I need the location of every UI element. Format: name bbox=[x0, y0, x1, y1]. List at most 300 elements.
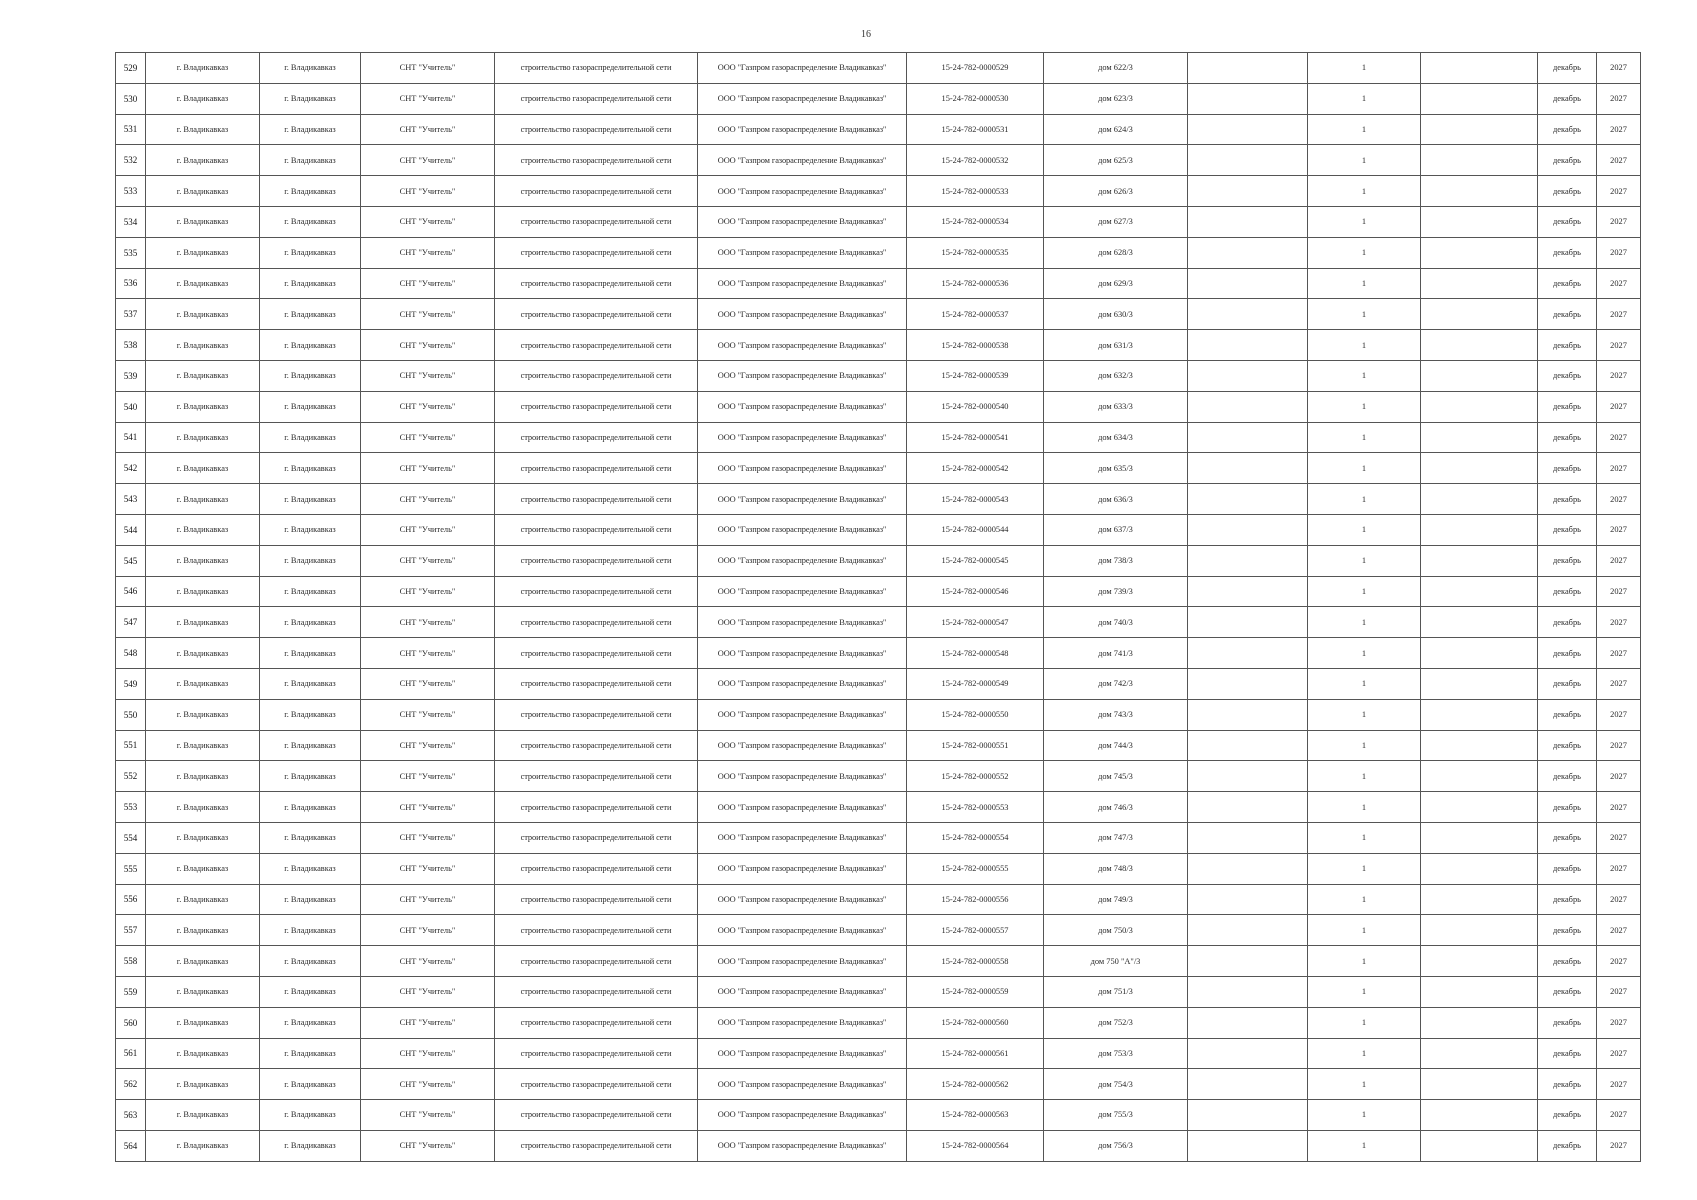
address-cell: дом 740/3 bbox=[1044, 607, 1188, 638]
work-type-cell: строительство газораспределительной сети bbox=[495, 545, 698, 576]
snt-cell: СНТ "Учитель" bbox=[361, 176, 495, 207]
work-type-cell: строительство газораспределительной сети bbox=[495, 1130, 698, 1161]
address-cell: дом 623/3 bbox=[1044, 83, 1188, 114]
address-cell: дом 755/3 bbox=[1044, 1100, 1188, 1131]
month-cell: декабрь bbox=[1538, 422, 1597, 453]
empty-cell bbox=[1188, 1038, 1308, 1069]
empty-cell bbox=[1188, 176, 1308, 207]
snt-cell: СНТ "Учитель" bbox=[361, 792, 495, 823]
snt-cell: СНТ "Учитель" bbox=[361, 853, 495, 884]
quantity-cell: 1 bbox=[1308, 268, 1421, 299]
empty-cell bbox=[1421, 545, 1538, 576]
code-cell: 15-24-782-0000545 bbox=[907, 545, 1044, 576]
quantity-cell: 1 bbox=[1308, 53, 1421, 84]
work-type-cell: строительство газораспределительной сети bbox=[495, 484, 698, 515]
row-number: 549 bbox=[116, 668, 146, 699]
organization-cell: ООО "Газпром газораспределение Владикавказ" bbox=[698, 391, 907, 422]
quantity-cell: 1 bbox=[1308, 422, 1421, 453]
district-cell: г. Владикавказ bbox=[146, 884, 260, 915]
district-cell: г. Владикавказ bbox=[146, 453, 260, 484]
year-cell: 2027 bbox=[1597, 884, 1641, 915]
row-number: 534 bbox=[116, 206, 146, 237]
organization-cell: ООО "Газпром газораспределение Владикавказ" bbox=[698, 668, 907, 699]
snt-cell: СНТ "Учитель" bbox=[361, 730, 495, 761]
year-cell: 2027 bbox=[1597, 607, 1641, 638]
register-rows bbox=[116, 53, 1641, 1162]
empty-cell bbox=[1421, 946, 1538, 977]
address-cell: дом 629/3 bbox=[1044, 268, 1188, 299]
address-cell: дом 751/3 bbox=[1044, 976, 1188, 1007]
row-number: 540 bbox=[116, 391, 146, 422]
locality-cell: г. Владикавказ bbox=[260, 946, 361, 977]
table-row bbox=[116, 638, 1641, 669]
organization-cell: ООО "Газпром газораспределение Владикавказ" bbox=[698, 1130, 907, 1161]
empty-cell bbox=[1188, 946, 1308, 977]
row-number: 546 bbox=[116, 576, 146, 607]
work-type-cell: строительство газораспределительной сети bbox=[495, 268, 698, 299]
locality-cell: г. Владикавказ bbox=[260, 237, 361, 268]
month-cell: декабрь bbox=[1538, 668, 1597, 699]
row-number: 553 bbox=[116, 792, 146, 823]
organization-cell: ООО "Газпром газораспределение Владикавказ" bbox=[698, 484, 907, 515]
table-row bbox=[116, 1130, 1641, 1161]
empty-cell bbox=[1421, 730, 1538, 761]
organization-cell: ООО "Газпром газораспределение Владикавказ" bbox=[698, 237, 907, 268]
snt-cell: СНТ "Учитель" bbox=[361, 1130, 495, 1161]
district-cell: г. Владикавказ bbox=[146, 822, 260, 853]
organization-cell: ООО "Газпром газораспределение Владикавказ" bbox=[698, 792, 907, 823]
address-cell: дом 738/3 bbox=[1044, 545, 1188, 576]
month-cell: декабрь bbox=[1538, 330, 1597, 361]
work-type-cell: строительство газораспределительной сети bbox=[495, 391, 698, 422]
month-cell: декабрь bbox=[1538, 514, 1597, 545]
empty-cell bbox=[1188, 1130, 1308, 1161]
empty-cell bbox=[1188, 83, 1308, 114]
empty-cell bbox=[1188, 206, 1308, 237]
address-cell: дом 625/3 bbox=[1044, 145, 1188, 176]
code-cell: 15-24-782-0000543 bbox=[907, 484, 1044, 515]
locality-cell: г. Владикавказ bbox=[260, 83, 361, 114]
year-cell: 2027 bbox=[1597, 330, 1641, 361]
snt-cell: СНТ "Учитель" bbox=[361, 1007, 495, 1038]
table-row bbox=[116, 822, 1641, 853]
empty-cell bbox=[1421, 576, 1538, 607]
year-cell: 2027 bbox=[1597, 1069, 1641, 1100]
row-number: 533 bbox=[116, 176, 146, 207]
empty-cell bbox=[1188, 853, 1308, 884]
code-cell: 15-24-782-0000535 bbox=[907, 237, 1044, 268]
empty-cell bbox=[1188, 514, 1308, 545]
snt-cell: СНТ "Учитель" bbox=[361, 114, 495, 145]
year-cell: 2027 bbox=[1597, 422, 1641, 453]
year-cell: 2027 bbox=[1597, 545, 1641, 576]
table-row bbox=[116, 206, 1641, 237]
row-number: 544 bbox=[116, 514, 146, 545]
locality-cell: г. Владикавказ bbox=[260, 668, 361, 699]
row-number: 539 bbox=[116, 360, 146, 391]
table-row bbox=[116, 53, 1641, 84]
year-cell: 2027 bbox=[1597, 1130, 1641, 1161]
year-cell: 2027 bbox=[1597, 514, 1641, 545]
organization-cell: ООО "Газпром газораспределение Владикавказ" bbox=[698, 206, 907, 237]
district-cell: г. Владикавказ bbox=[146, 514, 260, 545]
month-cell: декабрь bbox=[1538, 299, 1597, 330]
month-cell: декабрь bbox=[1538, 545, 1597, 576]
empty-cell bbox=[1421, 391, 1538, 422]
address-cell: дом 636/3 bbox=[1044, 484, 1188, 515]
snt-cell: СНТ "Учитель" bbox=[361, 268, 495, 299]
year-cell: 2027 bbox=[1597, 668, 1641, 699]
work-type-cell: строительство газораспределительной сети bbox=[495, 1100, 698, 1131]
locality-cell: г. Владикавказ bbox=[260, 884, 361, 915]
code-cell: 15-24-782-0000558 bbox=[907, 946, 1044, 977]
organization-cell: ООО "Газпром газораспределение Владикавказ" bbox=[698, 360, 907, 391]
year-cell: 2027 bbox=[1597, 53, 1641, 84]
empty-cell bbox=[1421, 1069, 1538, 1100]
row-number: 532 bbox=[116, 145, 146, 176]
table-row bbox=[116, 607, 1641, 638]
work-type-cell: строительство газораспределительной сети bbox=[495, 576, 698, 607]
empty-cell bbox=[1421, 607, 1538, 638]
month-cell: декабрь bbox=[1538, 884, 1597, 915]
quantity-cell: 1 bbox=[1308, 761, 1421, 792]
snt-cell: СНТ "Учитель" bbox=[361, 299, 495, 330]
work-type-cell: строительство газораспределительной сети bbox=[495, 607, 698, 638]
row-number: 531 bbox=[116, 114, 146, 145]
empty-cell bbox=[1188, 268, 1308, 299]
year-cell: 2027 bbox=[1597, 1100, 1641, 1131]
table-row bbox=[116, 114, 1641, 145]
work-type-cell: строительство газораспределительной сети bbox=[495, 761, 698, 792]
table-row bbox=[116, 268, 1641, 299]
year-cell: 2027 bbox=[1597, 391, 1641, 422]
empty-cell bbox=[1421, 638, 1538, 669]
organization-cell: ООО "Газпром газораспределение Владикавказ" bbox=[698, 607, 907, 638]
row-number: 552 bbox=[116, 761, 146, 792]
year-cell: 2027 bbox=[1597, 1038, 1641, 1069]
month-cell: декабрь bbox=[1538, 1038, 1597, 1069]
quantity-cell: 1 bbox=[1308, 1007, 1421, 1038]
year-cell: 2027 bbox=[1597, 145, 1641, 176]
locality-cell: г. Владикавказ bbox=[260, 638, 361, 669]
work-type-cell: строительство газораспределительной сети bbox=[495, 730, 698, 761]
quantity-cell: 1 bbox=[1308, 1100, 1421, 1131]
empty-cell bbox=[1421, 1007, 1538, 1038]
year-cell: 2027 bbox=[1597, 976, 1641, 1007]
code-cell: 15-24-782-0000546 bbox=[907, 576, 1044, 607]
empty-cell bbox=[1421, 299, 1538, 330]
snt-cell: СНТ "Учитель" bbox=[361, 453, 495, 484]
row-number: 554 bbox=[116, 822, 146, 853]
table-row bbox=[116, 83, 1641, 114]
table-row bbox=[116, 360, 1641, 391]
snt-cell: СНТ "Учитель" bbox=[361, 484, 495, 515]
organization-cell: ООО "Газпром газораспределение Владикавказ" bbox=[698, 514, 907, 545]
table-row bbox=[116, 391, 1641, 422]
organization-cell: ООО "Газпром газораспределение Владикавказ" bbox=[698, 299, 907, 330]
snt-cell: СНТ "Учитель" bbox=[361, 1038, 495, 1069]
district-cell: г. Владикавказ bbox=[146, 915, 260, 946]
month-cell: декабрь bbox=[1538, 53, 1597, 84]
month-cell: декабрь bbox=[1538, 1130, 1597, 1161]
code-cell: 15-24-782-0000560 bbox=[907, 1007, 1044, 1038]
code-cell: 15-24-782-0000547 bbox=[907, 607, 1044, 638]
district-cell: г. Владикавказ bbox=[146, 545, 260, 576]
district-cell: г. Владикавказ bbox=[146, 576, 260, 607]
locality-cell: г. Владикавказ bbox=[260, 730, 361, 761]
month-cell: декабрь bbox=[1538, 453, 1597, 484]
month-cell: декабрь bbox=[1538, 360, 1597, 391]
district-cell: г. Владикавказ bbox=[146, 268, 260, 299]
empty-cell bbox=[1421, 206, 1538, 237]
code-cell: 15-24-782-0000541 bbox=[907, 422, 1044, 453]
table-row bbox=[116, 699, 1641, 730]
quantity-cell: 1 bbox=[1308, 206, 1421, 237]
empty-cell bbox=[1421, 699, 1538, 730]
year-cell: 2027 bbox=[1597, 484, 1641, 515]
quantity-cell: 1 bbox=[1308, 576, 1421, 607]
empty-cell bbox=[1421, 761, 1538, 792]
month-cell: декабрь bbox=[1538, 484, 1597, 515]
code-cell: 15-24-782-0000549 bbox=[907, 668, 1044, 699]
quantity-cell: 1 bbox=[1308, 638, 1421, 669]
locality-cell: г. Владикавказ bbox=[260, 1007, 361, 1038]
row-number: 536 bbox=[116, 268, 146, 299]
organization-cell: ООО "Газпром газораспределение Владикавказ" bbox=[698, 761, 907, 792]
empty-cell bbox=[1188, 1100, 1308, 1131]
snt-cell: СНТ "Учитель" bbox=[361, 915, 495, 946]
snt-cell: СНТ "Учитель" bbox=[361, 1100, 495, 1131]
empty-cell bbox=[1421, 1038, 1538, 1069]
locality-cell: г. Владикавказ bbox=[260, 822, 361, 853]
empty-cell bbox=[1188, 422, 1308, 453]
locality-cell: г. Владикавказ bbox=[260, 114, 361, 145]
table-row bbox=[116, 853, 1641, 884]
code-cell: 15-24-782-0000539 bbox=[907, 360, 1044, 391]
empty-cell bbox=[1188, 1007, 1308, 1038]
locality-cell: г. Владикавказ bbox=[260, 268, 361, 299]
district-cell: г. Владикавказ bbox=[146, 391, 260, 422]
work-type-cell: строительство газораспределительной сети bbox=[495, 792, 698, 823]
table-row bbox=[116, 176, 1641, 207]
district-cell: г. Владикавказ bbox=[146, 730, 260, 761]
district-cell: г. Владикавказ bbox=[146, 699, 260, 730]
year-cell: 2027 bbox=[1597, 699, 1641, 730]
table-row bbox=[116, 946, 1641, 977]
snt-cell: СНТ "Учитель" bbox=[361, 360, 495, 391]
year-cell: 2027 bbox=[1597, 453, 1641, 484]
row-number: 543 bbox=[116, 484, 146, 515]
address-cell: дом 754/3 bbox=[1044, 1069, 1188, 1100]
address-cell: дом 746/3 bbox=[1044, 792, 1188, 823]
district-cell: г. Владикавказ bbox=[146, 1007, 260, 1038]
address-cell: дом 744/3 bbox=[1044, 730, 1188, 761]
organization-cell: ООО "Газпром газораспределение Владикавказ" bbox=[698, 145, 907, 176]
row-number: 537 bbox=[116, 299, 146, 330]
code-cell: 15-24-782-0000540 bbox=[907, 391, 1044, 422]
month-cell: декабрь bbox=[1538, 946, 1597, 977]
empty-cell bbox=[1188, 699, 1308, 730]
locality-cell: г. Владикавказ bbox=[260, 422, 361, 453]
snt-cell: СНТ "Учитель" bbox=[361, 946, 495, 977]
table-row bbox=[116, 330, 1641, 361]
empty-cell bbox=[1188, 576, 1308, 607]
locality-cell: г. Владикавказ bbox=[260, 792, 361, 823]
organization-cell: ООО "Газпром газораспределение Владикавказ" bbox=[698, 330, 907, 361]
snt-cell: СНТ "Учитель" bbox=[361, 1069, 495, 1100]
row-number: 529 bbox=[116, 53, 146, 84]
code-cell: 15-24-782-0000544 bbox=[907, 514, 1044, 545]
row-number: 559 bbox=[116, 976, 146, 1007]
organization-cell: ООО "Газпром газораспределение Владикавказ" bbox=[698, 422, 907, 453]
empty-cell bbox=[1188, 299, 1308, 330]
year-cell: 2027 bbox=[1597, 268, 1641, 299]
quantity-cell: 1 bbox=[1308, 915, 1421, 946]
address-cell: дом 752/3 bbox=[1044, 1007, 1188, 1038]
quantity-cell: 1 bbox=[1308, 545, 1421, 576]
locality-cell: г. Владикавказ bbox=[260, 915, 361, 946]
organization-cell: ООО "Газпром газораспределение Владикавказ" bbox=[698, 915, 907, 946]
code-cell: 15-24-782-0000553 bbox=[907, 792, 1044, 823]
empty-cell bbox=[1188, 391, 1308, 422]
quantity-cell: 1 bbox=[1308, 853, 1421, 884]
empty-cell bbox=[1188, 484, 1308, 515]
empty-cell bbox=[1421, 884, 1538, 915]
snt-cell: СНТ "Учитель" bbox=[361, 330, 495, 361]
year-cell: 2027 bbox=[1597, 822, 1641, 853]
district-cell: г. Владикавказ bbox=[146, 53, 260, 84]
table-row bbox=[116, 730, 1641, 761]
empty-cell bbox=[1188, 237, 1308, 268]
table-row bbox=[116, 484, 1641, 515]
work-type-cell: строительство газораспределительной сети bbox=[495, 1007, 698, 1038]
month-cell: декабрь bbox=[1538, 1007, 1597, 1038]
snt-cell: СНТ "Учитель" bbox=[361, 976, 495, 1007]
address-cell: дом 624/3 bbox=[1044, 114, 1188, 145]
work-type-cell: строительство газораспределительной сети bbox=[495, 114, 698, 145]
locality-cell: г. Владикавказ bbox=[260, 1038, 361, 1069]
table-row bbox=[116, 514, 1641, 545]
organization-cell: ООО "Газпром газораспределение Владикавказ" bbox=[698, 853, 907, 884]
quantity-cell: 1 bbox=[1308, 699, 1421, 730]
row-number: 548 bbox=[116, 638, 146, 669]
address-cell: дом 749/3 bbox=[1044, 884, 1188, 915]
work-type-cell: строительство газораспределительной сети bbox=[495, 699, 698, 730]
address-cell: дом 743/3 bbox=[1044, 699, 1188, 730]
organization-cell: ООО "Газпром газораспределение Владикавказ" bbox=[698, 730, 907, 761]
year-cell: 2027 bbox=[1597, 792, 1641, 823]
district-cell: г. Владикавказ bbox=[146, 607, 260, 638]
quantity-cell: 1 bbox=[1308, 730, 1421, 761]
row-number: 535 bbox=[116, 237, 146, 268]
address-cell: дом 628/3 bbox=[1044, 237, 1188, 268]
work-type-cell: строительство газораспределительной сети bbox=[495, 853, 698, 884]
quantity-cell: 1 bbox=[1308, 145, 1421, 176]
table-row bbox=[116, 1069, 1641, 1100]
month-cell: декабрь bbox=[1538, 730, 1597, 761]
organization-cell: ООО "Газпром газораспределение Владикавказ" bbox=[698, 576, 907, 607]
address-cell: дом 739/3 bbox=[1044, 576, 1188, 607]
table-row bbox=[116, 884, 1641, 915]
work-type-cell: строительство газораспределительной сети bbox=[495, 299, 698, 330]
empty-cell bbox=[1421, 53, 1538, 84]
empty-cell bbox=[1421, 853, 1538, 884]
quantity-cell: 1 bbox=[1308, 668, 1421, 699]
empty-cell bbox=[1421, 792, 1538, 823]
snt-cell: СНТ "Учитель" bbox=[361, 391, 495, 422]
district-cell: г. Владикавказ bbox=[146, 1038, 260, 1069]
address-cell: дом 632/3 bbox=[1044, 360, 1188, 391]
table-row bbox=[116, 545, 1641, 576]
year-cell: 2027 bbox=[1597, 576, 1641, 607]
empty-cell bbox=[1421, 422, 1538, 453]
organization-cell: ООО "Газпром газораспределение Владикавказ" bbox=[698, 545, 907, 576]
row-number: 561 bbox=[116, 1038, 146, 1069]
register-table bbox=[115, 52, 1641, 1162]
work-type-cell: строительство газораспределительной сети bbox=[495, 237, 698, 268]
empty-cell bbox=[1188, 638, 1308, 669]
row-number: 557 bbox=[116, 915, 146, 946]
empty-cell bbox=[1188, 53, 1308, 84]
district-cell: г. Владикавказ bbox=[146, 422, 260, 453]
organization-cell: ООО "Газпром газораспределение Владикавказ" bbox=[698, 114, 907, 145]
row-number: 545 bbox=[116, 545, 146, 576]
row-number: 555 bbox=[116, 853, 146, 884]
district-cell: г. Владикавказ bbox=[146, 237, 260, 268]
empty-cell bbox=[1421, 1130, 1538, 1161]
month-cell: декабрь bbox=[1538, 176, 1597, 207]
organization-cell: ООО "Газпром газораспределение Владикавказ" bbox=[698, 1100, 907, 1131]
table-row bbox=[116, 761, 1641, 792]
empty-cell bbox=[1188, 822, 1308, 853]
organization-cell: ООО "Газпром газораспределение Владикавказ" bbox=[698, 822, 907, 853]
month-cell: декабрь bbox=[1538, 237, 1597, 268]
organization-cell: ООО "Газпром газораспределение Владикавказ" bbox=[698, 83, 907, 114]
address-cell: дом 750/3 bbox=[1044, 915, 1188, 946]
address-cell: дом 741/3 bbox=[1044, 638, 1188, 669]
locality-cell: г. Владикавказ bbox=[260, 576, 361, 607]
organization-cell: ООО "Газпром газораспределение Владикавказ" bbox=[698, 453, 907, 484]
empty-cell bbox=[1421, 668, 1538, 699]
organization-cell: ООО "Газпром газораспределение Владикавказ" bbox=[698, 976, 907, 1007]
month-cell: декабрь bbox=[1538, 1100, 1597, 1131]
address-cell: дом 634/3 bbox=[1044, 422, 1188, 453]
snt-cell: СНТ "Учитель" bbox=[361, 638, 495, 669]
table-row bbox=[116, 1038, 1641, 1069]
code-cell: 15-24-782-0000531 bbox=[907, 114, 1044, 145]
table-row bbox=[116, 422, 1641, 453]
locality-cell: г. Владикавказ bbox=[260, 330, 361, 361]
year-cell: 2027 bbox=[1597, 638, 1641, 669]
address-cell: дом 637/3 bbox=[1044, 514, 1188, 545]
year-cell: 2027 bbox=[1597, 237, 1641, 268]
locality-cell: г. Владикавказ bbox=[260, 299, 361, 330]
district-cell: г. Владикавказ bbox=[146, 761, 260, 792]
address-cell: дом 633/3 bbox=[1044, 391, 1188, 422]
month-cell: декабрь bbox=[1538, 268, 1597, 299]
district-cell: г. Владикавказ bbox=[146, 360, 260, 391]
code-cell: 15-24-782-0000559 bbox=[907, 976, 1044, 1007]
quantity-cell: 1 bbox=[1308, 884, 1421, 915]
empty-cell bbox=[1188, 330, 1308, 361]
code-cell: 15-24-782-0000561 bbox=[907, 1038, 1044, 1069]
empty-cell bbox=[1421, 915, 1538, 946]
quantity-cell: 1 bbox=[1308, 976, 1421, 1007]
address-cell: дом 745/3 bbox=[1044, 761, 1188, 792]
empty-cell bbox=[1188, 884, 1308, 915]
quantity-cell: 1 bbox=[1308, 792, 1421, 823]
table-row bbox=[116, 1007, 1641, 1038]
